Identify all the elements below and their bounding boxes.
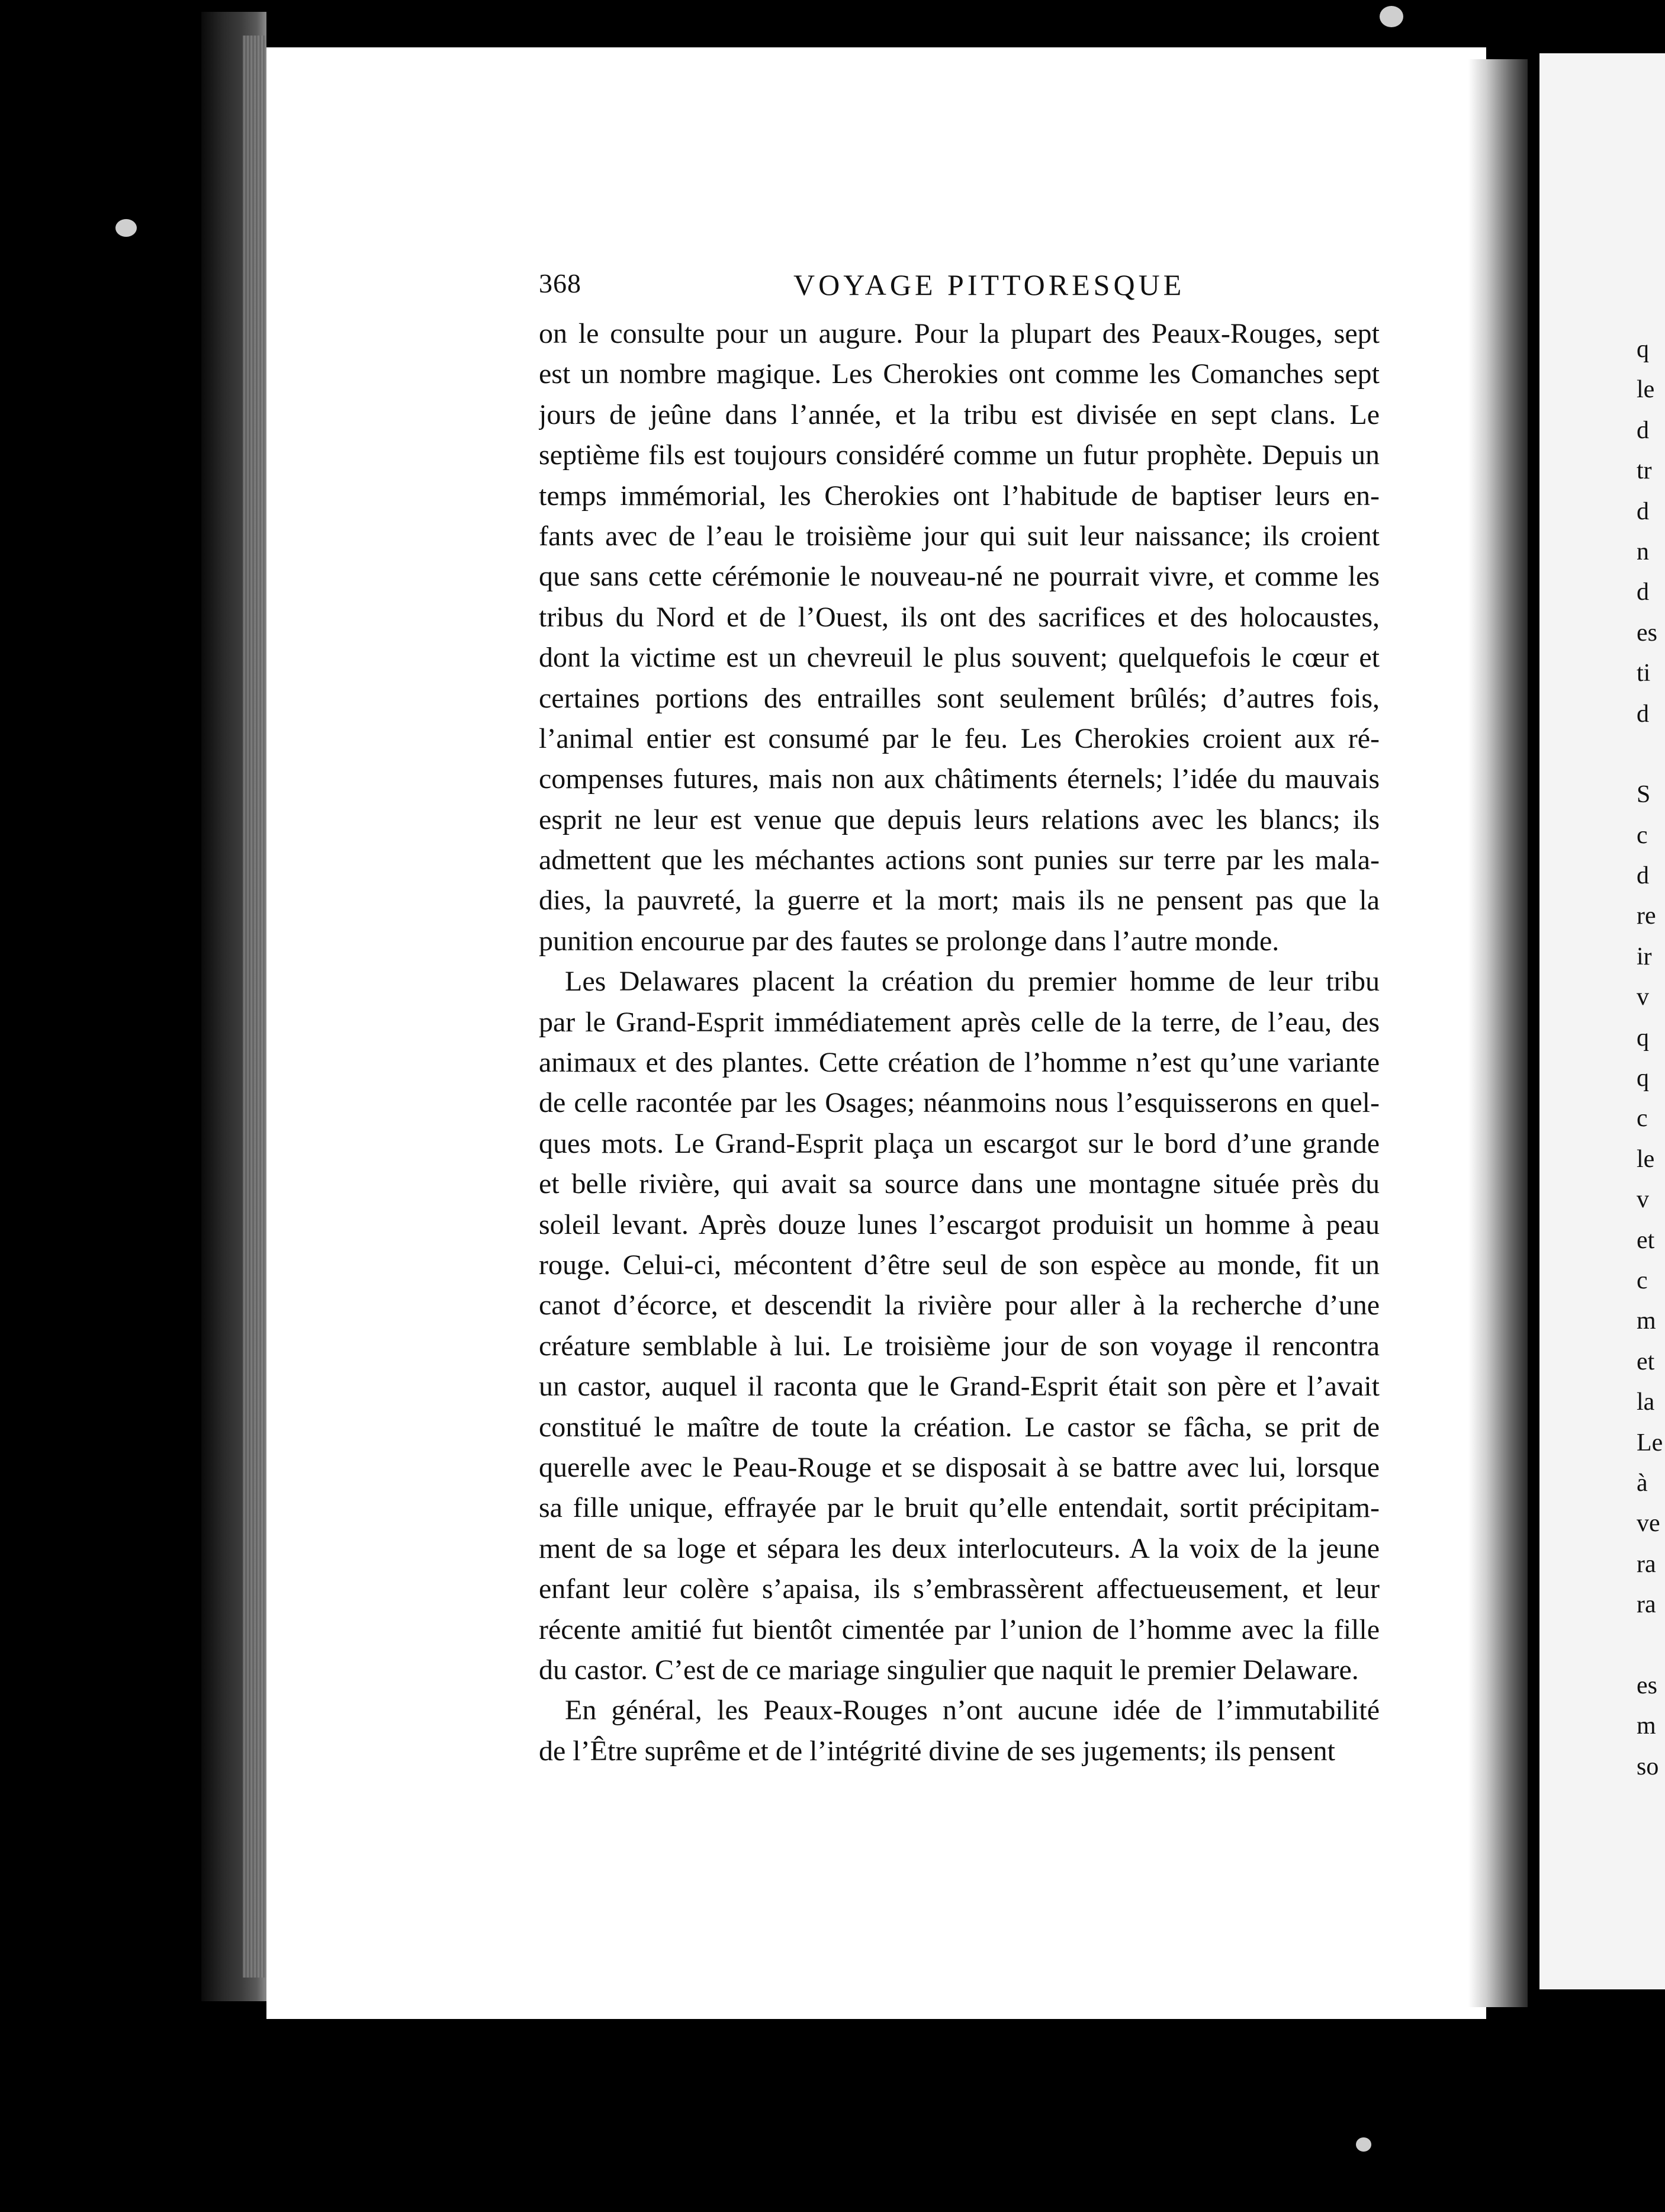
text-line: sa fille unique, effrayée par le bruit qu’elle entendait, sortit précipitam- [539, 1492, 1380, 1524]
facing-page-fragment: m [1637, 1712, 1656, 1740]
text-line: fants avec de l’eau le troisième jour qui suit leur naissance; ils croient [539, 520, 1380, 552]
text-line: jours de jeûne dans l’année, et la tribu est divisée en sept clans. Le [539, 398, 1380, 430]
facing-page-fragment: es [1637, 1671, 1657, 1699]
facing-page-fragment: d [1637, 862, 1649, 890]
text-line: temps immémorial, les Cherokies ont l’habitude de baptiser leurs en- [539, 480, 1380, 512]
facing-page-fragment: d [1637, 578, 1649, 606]
text-line: rouge. Celui-ci, mécontent d’être seul de son espèce au monde, fit un [539, 1249, 1380, 1281]
text-line: querelle avec le Peau-Rouge et se disposait à se battre avec lui, lorsque [539, 1451, 1380, 1483]
facing-page-fragment: à [1637, 1469, 1648, 1497]
text-line: de l’Être suprême et de l’intégrité divine de ses jugements; ils pensent [539, 1735, 1335, 1767]
facing-page-fragment: et [1637, 1226, 1655, 1254]
facing-page-fragment: ti [1637, 660, 1651, 687]
facing-page-fragment: c [1637, 1266, 1648, 1294]
text-line: que sans cette cérémonie le nouveau-né ne pourrait vivre, et comme les [539, 561, 1380, 593]
page-number: 368 [539, 268, 581, 298]
text-line: récente amitié fut bientôt cimentée par l’union de l’homme avec la fille [539, 1613, 1380, 1645]
facing-page-fragment: ir [1637, 943, 1652, 970]
text-line: ques mots. Le Grand-Esprit plaça un escargot sur le bord d’une grande [539, 1127, 1380, 1159]
text-line: esprit ne leur est venue que depuis leurs relations avec les blancs; ils [539, 803, 1380, 835]
text-line: de celle racontée par les Osages; néanmoins nous l’esquisserons en quel- [539, 1087, 1380, 1119]
facing-page-fragment: q [1637, 336, 1649, 363]
text-line: et belle rivière, qui avait sa source dans une montagne située près du [539, 1168, 1380, 1200]
running-head [539, 268, 1380, 309]
text-line: punition encourue par des fautes se prolonge dans l’autre monde. [539, 925, 1280, 957]
text-line: du castor. C’est de ce mariage singulier que naquit le premier Delaware. [539, 1654, 1359, 1686]
facing-page-text-fragments [1637, 329, 1665, 1787]
facing-page-fragment [1637, 1625, 1665, 1666]
facing-page-fragment: d [1637, 416, 1649, 444]
facing-page-fragment: ve [1637, 1510, 1660, 1538]
facing-page-fragment: la [1637, 1388, 1655, 1416]
facing-page-fragment: c [1637, 821, 1648, 849]
facing-page-fragment: q [1637, 1024, 1649, 1052]
body-text [539, 314, 1380, 1771]
text-line: septième fils est toujours considéré comme un futur prophète. Depuis un [539, 439, 1380, 471]
facing-page-fragment: q [1637, 1065, 1649, 1092]
text-line: compenses futures, mais non aux châtiments éternels; l’idée du mauvais [539, 763, 1380, 795]
text-line: soleil levant. Après douze lunes l’escargot produisit un homme à peau [539, 1208, 1380, 1240]
facing-page-fragment: ra [1637, 1591, 1656, 1619]
text-line: l’animal entier est consumé par le feu. Les Cherokies croient aux ré- [539, 722, 1380, 754]
page-edge-texture [243, 36, 266, 1978]
facing-page-fragment: v [1637, 1186, 1649, 1214]
facing-page-fragment: v [1637, 983, 1649, 1011]
facing-page-fragment: et [1637, 1348, 1655, 1375]
text-line: on le consulte pour un augure. Pour la plupart des Peaux-Rouges, sept [539, 318, 1380, 349]
dust-speck [1380, 6, 1403, 27]
facing-page-fragment: ra [1637, 1550, 1656, 1578]
text-line: canot d’écorce, et descendit la rivière pour aller à la recherche d’une [539, 1290, 1380, 1322]
running-head-title: VOYAGE PITTORESQUE [793, 268, 1185, 301]
text-line: Les Delawares placent la création du premier homme de leur tribu [565, 966, 1380, 998]
facing-page-fragment: tr [1637, 457, 1652, 485]
text-line: constitué le maître de toute la création. Le castor se fâcha, se prit de [539, 1411, 1380, 1443]
facing-page-fragment: re [1637, 902, 1656, 930]
dust-speck [115, 219, 137, 237]
facing-page-fragment: le [1637, 376, 1655, 404]
text-line: animaux et des plantes. Cette création de l’homme n’est qu’une variante [539, 1047, 1380, 1079]
text-line: enfant leur colère s’apaisa, ils s’embrassèrent affectueusement, et leur [539, 1573, 1380, 1605]
facing-page-fragment: Le [1637, 1429, 1663, 1457]
facing-page-fragment: n [1637, 538, 1649, 565]
text-line: par le Grand-Esprit immédiatement après celle de la terre, de l’eau, des [539, 1006, 1380, 1038]
facing-page-fragment: m [1637, 1307, 1656, 1335]
text-line: créature semblable à lui. Le troisième jour de son voyage il rencontra [539, 1330, 1380, 1362]
facing-page-fragment: d [1637, 497, 1649, 525]
text-line: dont la victime est un chevreuil le plus souvent; quelquefois le cœur et [539, 642, 1380, 674]
dust-speck [1356, 2137, 1371, 2152]
text-line: dies, la pauvreté, la guerre et la mort; mais ils ne pensent pas que la [539, 885, 1380, 917]
text-line: est un nombre magique. Les Cherokies ont comme les Comanches sept [539, 358, 1380, 390]
text-line: admettent que les méchantes actions sont punies sur terre par les mala- [539, 844, 1380, 876]
facing-page-fragment: c [1637, 1105, 1648, 1133]
facing-page-fragment [1637, 734, 1665, 774]
gutter-shadow [1468, 59, 1528, 2007]
facing-page-fragment: es [1637, 619, 1657, 647]
text-line: ment de sa loge et sépara les deux interlocuteurs. A la voix de la jeune [539, 1532, 1380, 1564]
facing-page-fragment: d [1637, 700, 1649, 728]
facing-page-fragment: so [1637, 1753, 1659, 1780]
text-line: tribus du Nord et de l’Ouest, ils ont des sacrifices et des holocaustes, [539, 601, 1380, 633]
text-line: un castor, auquel il raconta que le Grand-Esprit était son père et l’avait [539, 1371, 1380, 1403]
text-line: certaines portions des entrailles sont seulement brûlés; d’autres fois, [539, 682, 1380, 714]
facing-page-fragment: S [1637, 781, 1651, 809]
facing-page-fragment: le [1637, 1145, 1655, 1173]
text-line: En général, les Peaux-Rouges n’ont aucune idée de l’immutabilité [565, 1695, 1380, 1726]
